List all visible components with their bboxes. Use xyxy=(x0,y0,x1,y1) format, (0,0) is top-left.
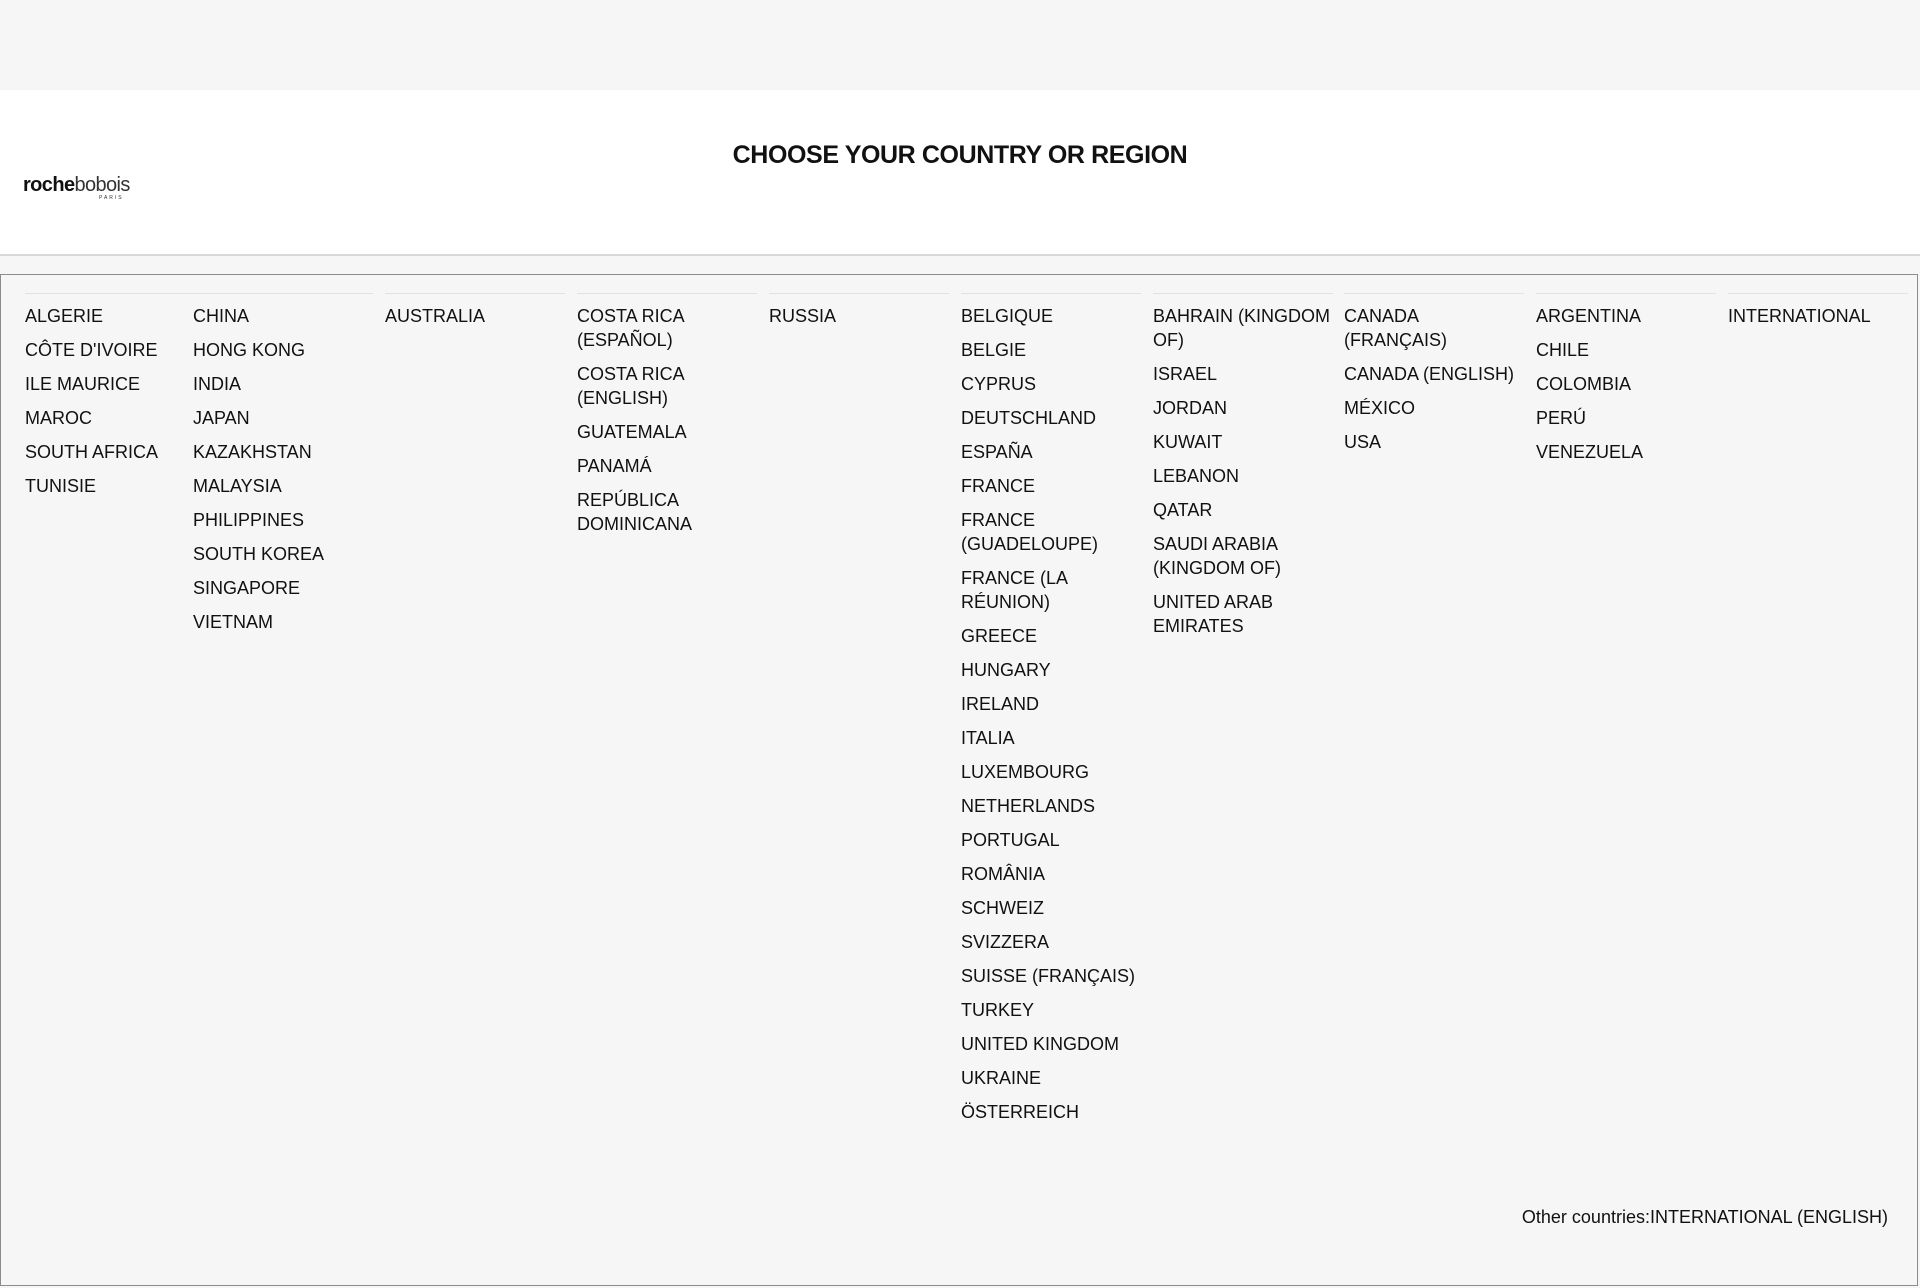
country-link[interactable]: PHILIPPINES xyxy=(193,510,305,530)
country-link[interactable]: RUSSIA xyxy=(769,306,837,326)
country-list xyxy=(193,304,373,634)
country-link[interactable]: GUATEMALA xyxy=(577,422,687,442)
roche-bobois-logo[interactable] xyxy=(23,174,143,204)
country-link[interactable]: JAPAN xyxy=(193,408,250,428)
country-link[interactable]: CHILE xyxy=(1536,340,1590,360)
country-link[interactable]: BAHRAIN (KINGDOM OF) xyxy=(1153,306,1331,350)
region-column-europe xyxy=(961,293,1141,1124)
country-link[interactable]: INDIA xyxy=(193,374,242,394)
region-column-central-america xyxy=(577,293,757,536)
country-list xyxy=(577,304,757,536)
country-link[interactable]: ROMÂNIA xyxy=(961,864,1046,884)
country-link[interactable]: AUSTRALIA xyxy=(385,306,486,326)
country-link[interactable]: UNITED ARAB EMIRATES xyxy=(1153,592,1274,636)
page-title: CHOOSE YOUR COUNTRY OR REGION xyxy=(732,141,1188,169)
country-link[interactable]: HUNGARY xyxy=(961,660,1051,680)
country-link[interactable]: DEUTSCHLAND xyxy=(961,408,1097,428)
country-link[interactable]: IRELAND xyxy=(961,694,1040,714)
region-column-south-america xyxy=(1536,293,1716,464)
country-link[interactable]: ISRAEL xyxy=(1153,364,1218,384)
country-link[interactable]: PERÚ xyxy=(1536,408,1587,428)
country-link[interactable]: CANADA (ENGLISH) xyxy=(1344,364,1515,384)
country-link[interactable]: ÖSTERREICH xyxy=(961,1102,1080,1122)
country-link[interactable]: KUWAIT xyxy=(1153,432,1223,452)
site-header xyxy=(0,90,1920,256)
country-link[interactable]: LEBANON xyxy=(1153,466,1240,486)
region-column-international xyxy=(1728,293,1908,328)
country-link[interactable]: COLOMBIA xyxy=(1536,374,1632,394)
country-link[interactable]: USA xyxy=(1344,432,1382,452)
country-link[interactable]: FRANCE (LA RÉUNION) xyxy=(961,568,1068,612)
country-link[interactable]: SOUTH AFRICA xyxy=(25,442,159,462)
country-link[interactable]: HONG KONG xyxy=(193,340,306,360)
other-countries xyxy=(1522,1205,1888,1229)
region-column-asia xyxy=(193,293,373,634)
country-link[interactable]: MAROC xyxy=(25,408,92,428)
country-link[interactable]: COSTA RICA (ENGLISH) xyxy=(577,364,684,408)
country-link[interactable]: REPÚBLICA DOMINICANA xyxy=(577,490,693,534)
country-link[interactable]: MALAYSIA xyxy=(193,476,282,496)
country-link[interactable]: JORDAN xyxy=(1153,398,1228,418)
region-column-middle-east xyxy=(1153,293,1333,638)
country-link[interactable]: SVIZZERA xyxy=(961,932,1050,952)
country-link[interactable]: FRANCE xyxy=(961,476,1036,496)
region-column-oceania xyxy=(385,293,565,328)
country-link[interactable]: CHINA xyxy=(193,306,250,326)
other-countries-label: Other countries: xyxy=(1521,1207,1650,1227)
country-link[interactable]: ESPAÑA xyxy=(961,442,1033,462)
country-link[interactable]: TURKEY xyxy=(961,1000,1035,1020)
top-bar xyxy=(0,0,1920,90)
country-link[interactable]: COSTA RICA (ESPAÑOL) xyxy=(577,306,684,350)
country-link[interactable]: LUXEMBOURG xyxy=(961,762,1090,782)
country-link[interactable]: SUISSE (FRANÇAIS) xyxy=(961,966,1136,986)
country-link[interactable]: PANAMÁ xyxy=(577,456,652,476)
country-link[interactable]: BELGIE xyxy=(961,340,1027,360)
country-list xyxy=(769,304,949,328)
country-list xyxy=(385,304,565,328)
logo-bold-part: roche xyxy=(23,174,75,196)
country-link[interactable]: ALGERIE xyxy=(25,306,104,326)
country-list xyxy=(1728,304,1908,328)
country-selection-panel xyxy=(0,274,1918,1286)
region-column-north-america xyxy=(1344,293,1524,454)
region-column-africa xyxy=(25,293,205,498)
country-link[interactable]: SAUDI ARABIA (KINGDOM OF) xyxy=(1153,534,1281,578)
country-link[interactable]: KAZAKHSTAN xyxy=(193,442,312,462)
country-link[interactable]: VIETNAM xyxy=(193,612,274,632)
country-link[interactable]: ILE MAURICE xyxy=(25,374,141,394)
country-link[interactable]: QATAR xyxy=(1153,500,1213,520)
country-link[interactable]: NETHERLANDS xyxy=(961,796,1096,816)
country-list xyxy=(961,304,1141,1124)
country-link[interactable]: UNITED KINGDOM xyxy=(961,1034,1120,1054)
country-link[interactable]: TUNISIE xyxy=(25,476,97,496)
country-list xyxy=(1153,304,1333,638)
country-link[interactable]: ARGENTINA xyxy=(1536,306,1642,326)
country-link[interactable]: UKRAINE xyxy=(961,1068,1042,1088)
country-link[interactable]: FRANCE (GUADELOUPE) xyxy=(961,510,1099,554)
country-link[interactable]: SINGAPORE xyxy=(193,578,301,598)
country-link[interactable]: SCHWEIZ xyxy=(961,898,1044,918)
country-list xyxy=(1344,304,1524,454)
country-link[interactable]: CYPRUS xyxy=(961,374,1037,394)
country-link[interactable]: CÔTE D'IVOIRE xyxy=(25,340,158,360)
country-link[interactable]: MÉXICO xyxy=(1344,398,1416,418)
country-link[interactable]: GREECE xyxy=(961,626,1038,646)
country-link[interactable]: VENEZUELA xyxy=(1536,442,1644,462)
logo-light-part: bobois xyxy=(74,174,130,196)
international-english-link[interactable]: INTERNATIONAL (ENGLISH) xyxy=(1649,1207,1888,1227)
country-link[interactable]: PORTUGAL xyxy=(961,830,1060,850)
country-link[interactable]: SOUTH KOREA xyxy=(193,544,325,564)
country-link[interactable]: INTERNATIONAL xyxy=(1728,306,1871,326)
country-link[interactable]: BELGIQUE xyxy=(961,306,1054,326)
country-list xyxy=(1536,304,1716,464)
logo-subtitle: PARIS xyxy=(99,195,124,201)
country-list xyxy=(25,304,205,498)
country-link[interactable]: ITALIA xyxy=(961,728,1015,748)
logo-wordmark xyxy=(23,174,130,196)
country-link[interactable]: CANADA (FRANÇAIS) xyxy=(1344,306,1447,350)
region-column-russia xyxy=(769,293,949,328)
